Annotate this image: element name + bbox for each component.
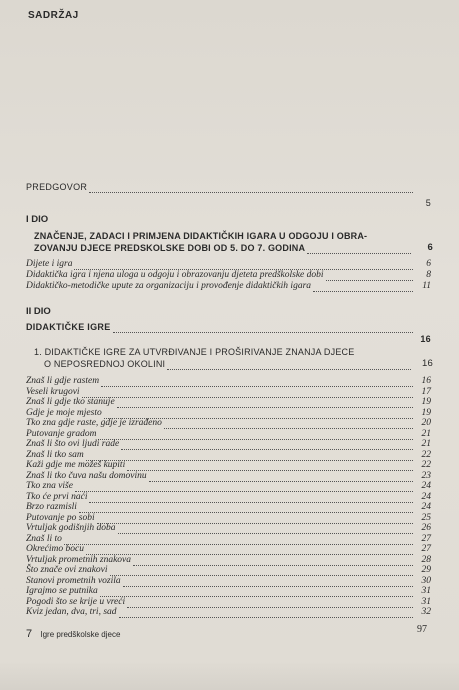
toc-entry-label: Brzo razmisli: [26, 502, 77, 512]
toc-entry-page: 6: [427, 242, 433, 253]
toc-entry-page: 8: [426, 270, 431, 280]
toc-entry-part1-item[interactable]: [26, 281, 431, 292]
toc-entry-label: Igrajmo se putnika: [26, 586, 98, 596]
subsection-title-line: 1. DIDAKTIČKE IGRE ZA UTVRĐIVANJE I PROŠIRIVANJE ZNANJA DJECE: [34, 347, 355, 357]
toc-entry-game[interactable]: [26, 607, 431, 618]
leader-dots: [307, 245, 411, 254]
toc-entry-part2-subsection[interactable]: [34, 346, 431, 370]
section-title-line: ZOVANJU DJECE PREDSKOLSKE DOBI OD 5. DO 7. GODINA: [34, 243, 306, 253]
toc-entry-label: Okrećimo bocu: [26, 544, 84, 554]
toc-entry-page: 27: [421, 544, 431, 554]
toc-entry-game[interactable]: [26, 513, 431, 524]
toc-entry-label: Vrtuljak godišnjih doba: [26, 523, 116, 533]
toc-entry-page: 28: [421, 554, 431, 565]
leader-dots: [89, 184, 413, 193]
leader-dots: [167, 361, 411, 370]
toc-entry-label: Stanovi prometnih vozila: [26, 575, 121, 586]
toc-entry-label: Znaš li tko sam: [26, 449, 84, 460]
toc-entry-game[interactable]: [26, 555, 431, 566]
toc-entry-game[interactable]: [26, 376, 431, 387]
toc-entry-page: 25: [421, 512, 431, 523]
toc-entry-page: 30: [421, 575, 431, 586]
toc-entry-page: 5: [425, 198, 431, 208]
toc-entry-label: Znaš li to: [26, 533, 62, 544]
leader-dots: [119, 609, 413, 618]
toc-entry-page: 31: [421, 596, 431, 607]
toc-entry-label: Dijete i igra: [26, 259, 73, 269]
toc-entry-game[interactable]: [26, 565, 431, 576]
toc-entry-label: Pogodi što se krije u vreći: [26, 596, 126, 607]
toc-entry-game[interactable]: [26, 544, 431, 555]
toc-entry-page: 16: [421, 376, 431, 386]
toc-entry-page: 20: [421, 418, 431, 428]
toc-entry-page: 27: [421, 533, 431, 544]
toc-entry-game[interactable]: [26, 523, 431, 534]
toc-entry-game[interactable]: [26, 439, 431, 450]
toc-entry-page: 24: [421, 491, 431, 502]
toc-entry-game[interactable]: [26, 576, 431, 587]
toc-entry-page: 16: [422, 358, 433, 369]
toc-entry-page: 21: [421, 428, 431, 439]
toc-entry-game[interactable]: [26, 460, 431, 471]
toc-entry-page: 17: [421, 386, 431, 397]
toc-entry-label: Tko će prvi naći: [26, 491, 88, 502]
toc-entry-page: 31: [421, 586, 431, 596]
page-number: 97: [417, 624, 427, 635]
toc-entry-game[interactable]: [26, 586, 431, 597]
toc-entry-label: DIDAKTIČKE IGRE: [26, 322, 111, 332]
toc-entry-page: 24: [421, 502, 431, 512]
toc-entry-label: Gdje je moje mjesto: [26, 407, 102, 418]
leader-dots: [313, 283, 413, 292]
toc-entry-game[interactable]: [26, 502, 431, 513]
toc-entry-page: 19: [421, 407, 431, 418]
page-shadow: [0, 660, 459, 690]
toc-entry-label: Veseli krugovi: [26, 386, 80, 397]
toc-entry-game[interactable]: [26, 387, 431, 398]
toc-entry-game[interactable]: [26, 597, 431, 608]
toc-entry-label: Didaktička igra i njena uloga u odgoju i obrazovanju djeteta predškolske dobi: [26, 270, 324, 280]
signature-text: Igre predškolske djece: [40, 630, 121, 639]
toc-entry-label: Vrtuljak prometnih znakova: [26, 554, 132, 565]
toc-entry-page: 29: [421, 565, 431, 575]
toc-entry-preface[interactable]: [26, 182, 431, 208]
toc-entry-label: Znaš li što ovi ljudi rade: [26, 439, 120, 449]
toc-entry-label: Tko zna više: [26, 481, 73, 491]
toc-entry-part2-section[interactable]: [26, 322, 431, 344]
toc-entry-game[interactable]: [26, 450, 431, 461]
toc-entry-page: 16: [420, 334, 431, 344]
toc-entry-label: Znaš li tko čuva našu domovinu: [26, 470, 147, 481]
toc-entry-label: PREDGOVOR: [26, 182, 88, 192]
toc-entry-part1-section[interactable]: [34, 230, 431, 254]
toc-entry-game[interactable]: [26, 492, 431, 503]
signature-number: 7: [26, 628, 33, 640]
toc-entry-page: 22: [421, 460, 431, 470]
part-title: I DIO: [26, 214, 49, 225]
toc-entry-label: Didaktičko-metodičke upute za organizaciju i provođenje didaktičkih igara: [26, 281, 312, 291]
toc-entry-label: Tko zna gdje raste, gdje je izrađeno: [26, 418, 162, 428]
part-title: II DIO: [26, 306, 51, 317]
toc-entry-page: 21: [421, 439, 431, 449]
toc-entry-page: 32: [421, 607, 431, 617]
toc-entry-page: 6: [426, 259, 431, 269]
toc-entry-part1-item[interactable]: [26, 270, 431, 281]
leader-dots: [113, 324, 413, 333]
toc-entry-label: Kaži gdje me možeš kupiti: [26, 460, 126, 470]
toc-entry-label: Znaš li gdje tko stanuje: [26, 397, 115, 407]
toc-entry-page: 11: [422, 281, 431, 291]
toc-entry-game[interactable]: [26, 534, 431, 545]
toc-entry-label: Kviz jedan, dva, tri, sad: [26, 607, 117, 617]
toc-entry-page: 24: [421, 481, 431, 491]
page-heading: SADRŽAJ: [28, 10, 79, 21]
toc-entry-page: 22: [421, 449, 431, 460]
toc-entry-label: Znaš li gdje rastem: [26, 376, 100, 386]
toc-entry-page: 19: [421, 397, 431, 407]
toc-entry-game[interactable]: [26, 471, 431, 482]
toc-entry-page: 26: [421, 523, 431, 533]
toc-entry-label: Putovanje po sobi: [26, 512, 95, 523]
leader-dots: [326, 272, 413, 281]
toc-entry-game[interactable]: [26, 397, 431, 408]
toc-entry-game[interactable]: [26, 481, 431, 492]
toc-entry-game[interactable]: [26, 418, 431, 429]
printer-signature: [26, 628, 120, 640]
toc-entry-game[interactable]: [26, 408, 431, 419]
toc-entry-part1-item[interactable]: [26, 259, 431, 270]
toc-entry-page: 23: [421, 470, 431, 481]
toc-entry-label: Što znače ovi znakovi: [26, 565, 108, 575]
toc-entry-game[interactable]: [26, 429, 431, 440]
leader-dots: [74, 261, 413, 270]
subsection-title-line: O NEPOSREDNOJ OKOLINI: [44, 359, 166, 369]
section-title-line: ZNAČENJE, ZADACI I PRIMJENA DIDAKTIČKIH IGARA U ODGOJU I OBRA-: [34, 231, 368, 241]
toc-entry-label: Putovanje gradom: [26, 428, 97, 439]
